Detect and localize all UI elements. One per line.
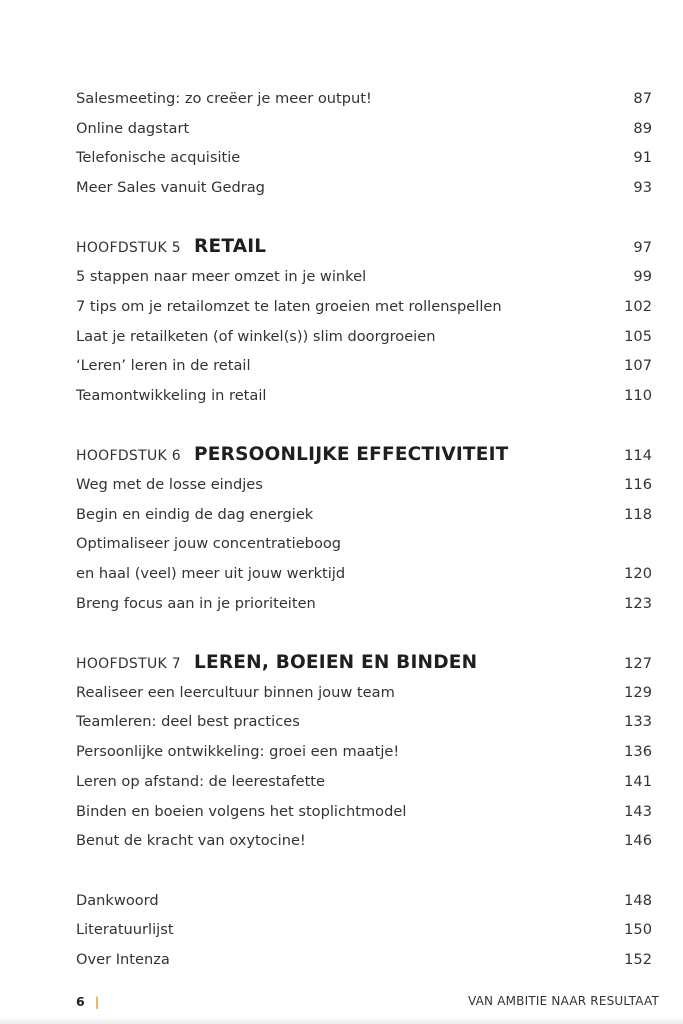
chapter-heading-5 (76, 232, 652, 262)
toc-entry-page: 148 (624, 891, 652, 909)
toc-entry-title: Begin en eindig de dag energiek (76, 505, 314, 523)
chapter-label: HOOFDSTUK 6 (76, 448, 181, 465)
toc-entry-title: Weg met de losse eindjes (76, 475, 263, 493)
toc-entry (76, 292, 652, 322)
toc-entry (76, 707, 652, 737)
toc-entry-title: Telefonische acquisitie (76, 149, 241, 167)
toc-entry-title: Laat je retailketen (of winkel(s)) slim doorgroeien (76, 327, 436, 345)
page-footer (76, 990, 659, 1012)
toc-entry-title: Realiseer een leercultuur binnen jouw team (76, 683, 395, 701)
chapter-heading-7 (76, 648, 652, 678)
toc-entry-page: 99 (633, 268, 652, 286)
toc-entry (76, 737, 652, 767)
toc-entry (76, 173, 652, 203)
toc-entry-page: 118 (624, 505, 652, 523)
toc-entry (76, 529, 652, 559)
toc-entry (76, 143, 652, 173)
toc-entry-title: Teamontwikkeling in retail (76, 386, 267, 404)
toc-entry (76, 797, 652, 827)
toc-entry (76, 351, 652, 381)
toc-entry-title: Meer Sales vanuit Gedrag (76, 179, 265, 197)
footer-separator: | (94, 993, 100, 1009)
chapter-page: 97 (633, 239, 652, 257)
section-spacer (76, 203, 652, 233)
toc-entry-title: ‘Leren’ leren in de retail (76, 357, 251, 375)
toc-entry (76, 262, 652, 292)
toc-entry (76, 945, 652, 975)
toc-entry-title: en haal (veel) meer uit jouw werktijd (76, 565, 346, 582)
chapter-page: 127 (624, 655, 652, 673)
toc-entry-title: Teamleren: deel best practices (76, 713, 300, 731)
section-spacer (76, 856, 652, 886)
toc-entry-page: 91 (633, 149, 652, 167)
toc-entry-title: Breng focus aan in je prioriteiten (76, 594, 316, 612)
page-bottom-shade (0, 1016, 683, 1024)
toc-entry (76, 678, 652, 708)
toc-entry-page: 89 (633, 119, 652, 137)
toc-entry-page: 110 (624, 386, 652, 404)
toc-entry-title: Binden en boeien volgens het stoplichtmodel (76, 802, 407, 820)
toc-entry-title: Optimaliseer jouw concentratieboog (76, 535, 342, 553)
toc-entry-title: Persoonlijke ontwikkeling: groei een maatje! (76, 743, 400, 761)
toc-entry (76, 589, 652, 619)
toc-entry-page: 133 (624, 713, 652, 731)
running-title: VAN AMBITIE NAAR RESULTAAT (467, 994, 659, 1008)
page-number: 6 (76, 993, 85, 1009)
toc-entry (76, 84, 652, 114)
toc-entry (76, 381, 652, 411)
toc-entry-page: 116 (624, 475, 652, 493)
chapter-title: PERSOONLIJKE EFFECTIVITEIT (194, 444, 509, 466)
toc-entry-page: 102 (624, 297, 652, 315)
toc-entry (76, 114, 652, 144)
table-of-contents (76, 84, 652, 975)
toc-entry-page: 129 (624, 683, 652, 701)
toc-entry (76, 826, 652, 856)
toc-entry-page: 87 (633, 90, 652, 107)
toc-entry (76, 767, 652, 797)
toc-entry-title: 7 tips om je retailomzet te laten groeien met rollenspellen (76, 297, 502, 315)
toc-entry-title: Leren op afstand: de leerestafette (76, 772, 326, 790)
toc-entry-page: 150 (624, 921, 652, 939)
chapter-page: 114 (624, 447, 652, 465)
chapter-label: HOOFDSTUK 5 (76, 240, 181, 257)
toc-entry (76, 559, 652, 589)
toc-entry-title: Literatuurlijst (76, 921, 174, 939)
toc-entry-page: 141 (624, 772, 652, 790)
toc-entry-title: Over Intenza (76, 950, 170, 968)
toc-entry-page: 152 (624, 950, 652, 968)
toc-entry-page: 105 (624, 327, 652, 345)
toc-entry (76, 322, 652, 352)
toc-entry (76, 915, 652, 945)
toc-entry (76, 886, 652, 916)
toc-entry-title: Online dagstart (76, 119, 190, 137)
chapter-title: LEREN, BOEIEN EN BINDEN (194, 652, 478, 674)
toc-entry-title: Benut de kracht van oxytocine! (76, 832, 306, 850)
chapter-heading-6 (76, 440, 652, 470)
toc-entry-page: 107 (624, 357, 652, 375)
toc-entry-title: 5 stappen naar meer omzet in je winkel (76, 268, 367, 286)
toc-entry-title: Dankwoord (76, 891, 159, 909)
toc-entry-page: 143 (624, 802, 652, 820)
toc-entry-page: 146 (624, 832, 652, 850)
chapter-title: RETAIL (194, 236, 267, 258)
toc-entry-page: 136 (624, 743, 652, 761)
toc-entry-page: 123 (624, 594, 652, 612)
toc-entry (76, 500, 652, 530)
toc-entry-page: 120 (624, 565, 652, 582)
chapter-label: HOOFDSTUK 7 (76, 656, 181, 673)
toc-entry-page: 93 (633, 179, 652, 197)
section-spacer (76, 411, 652, 441)
toc-entry (76, 470, 652, 500)
toc-entry-title: Salesmeeting: zo creëer je meer output! (76, 90, 372, 107)
section-spacer (76, 618, 652, 648)
